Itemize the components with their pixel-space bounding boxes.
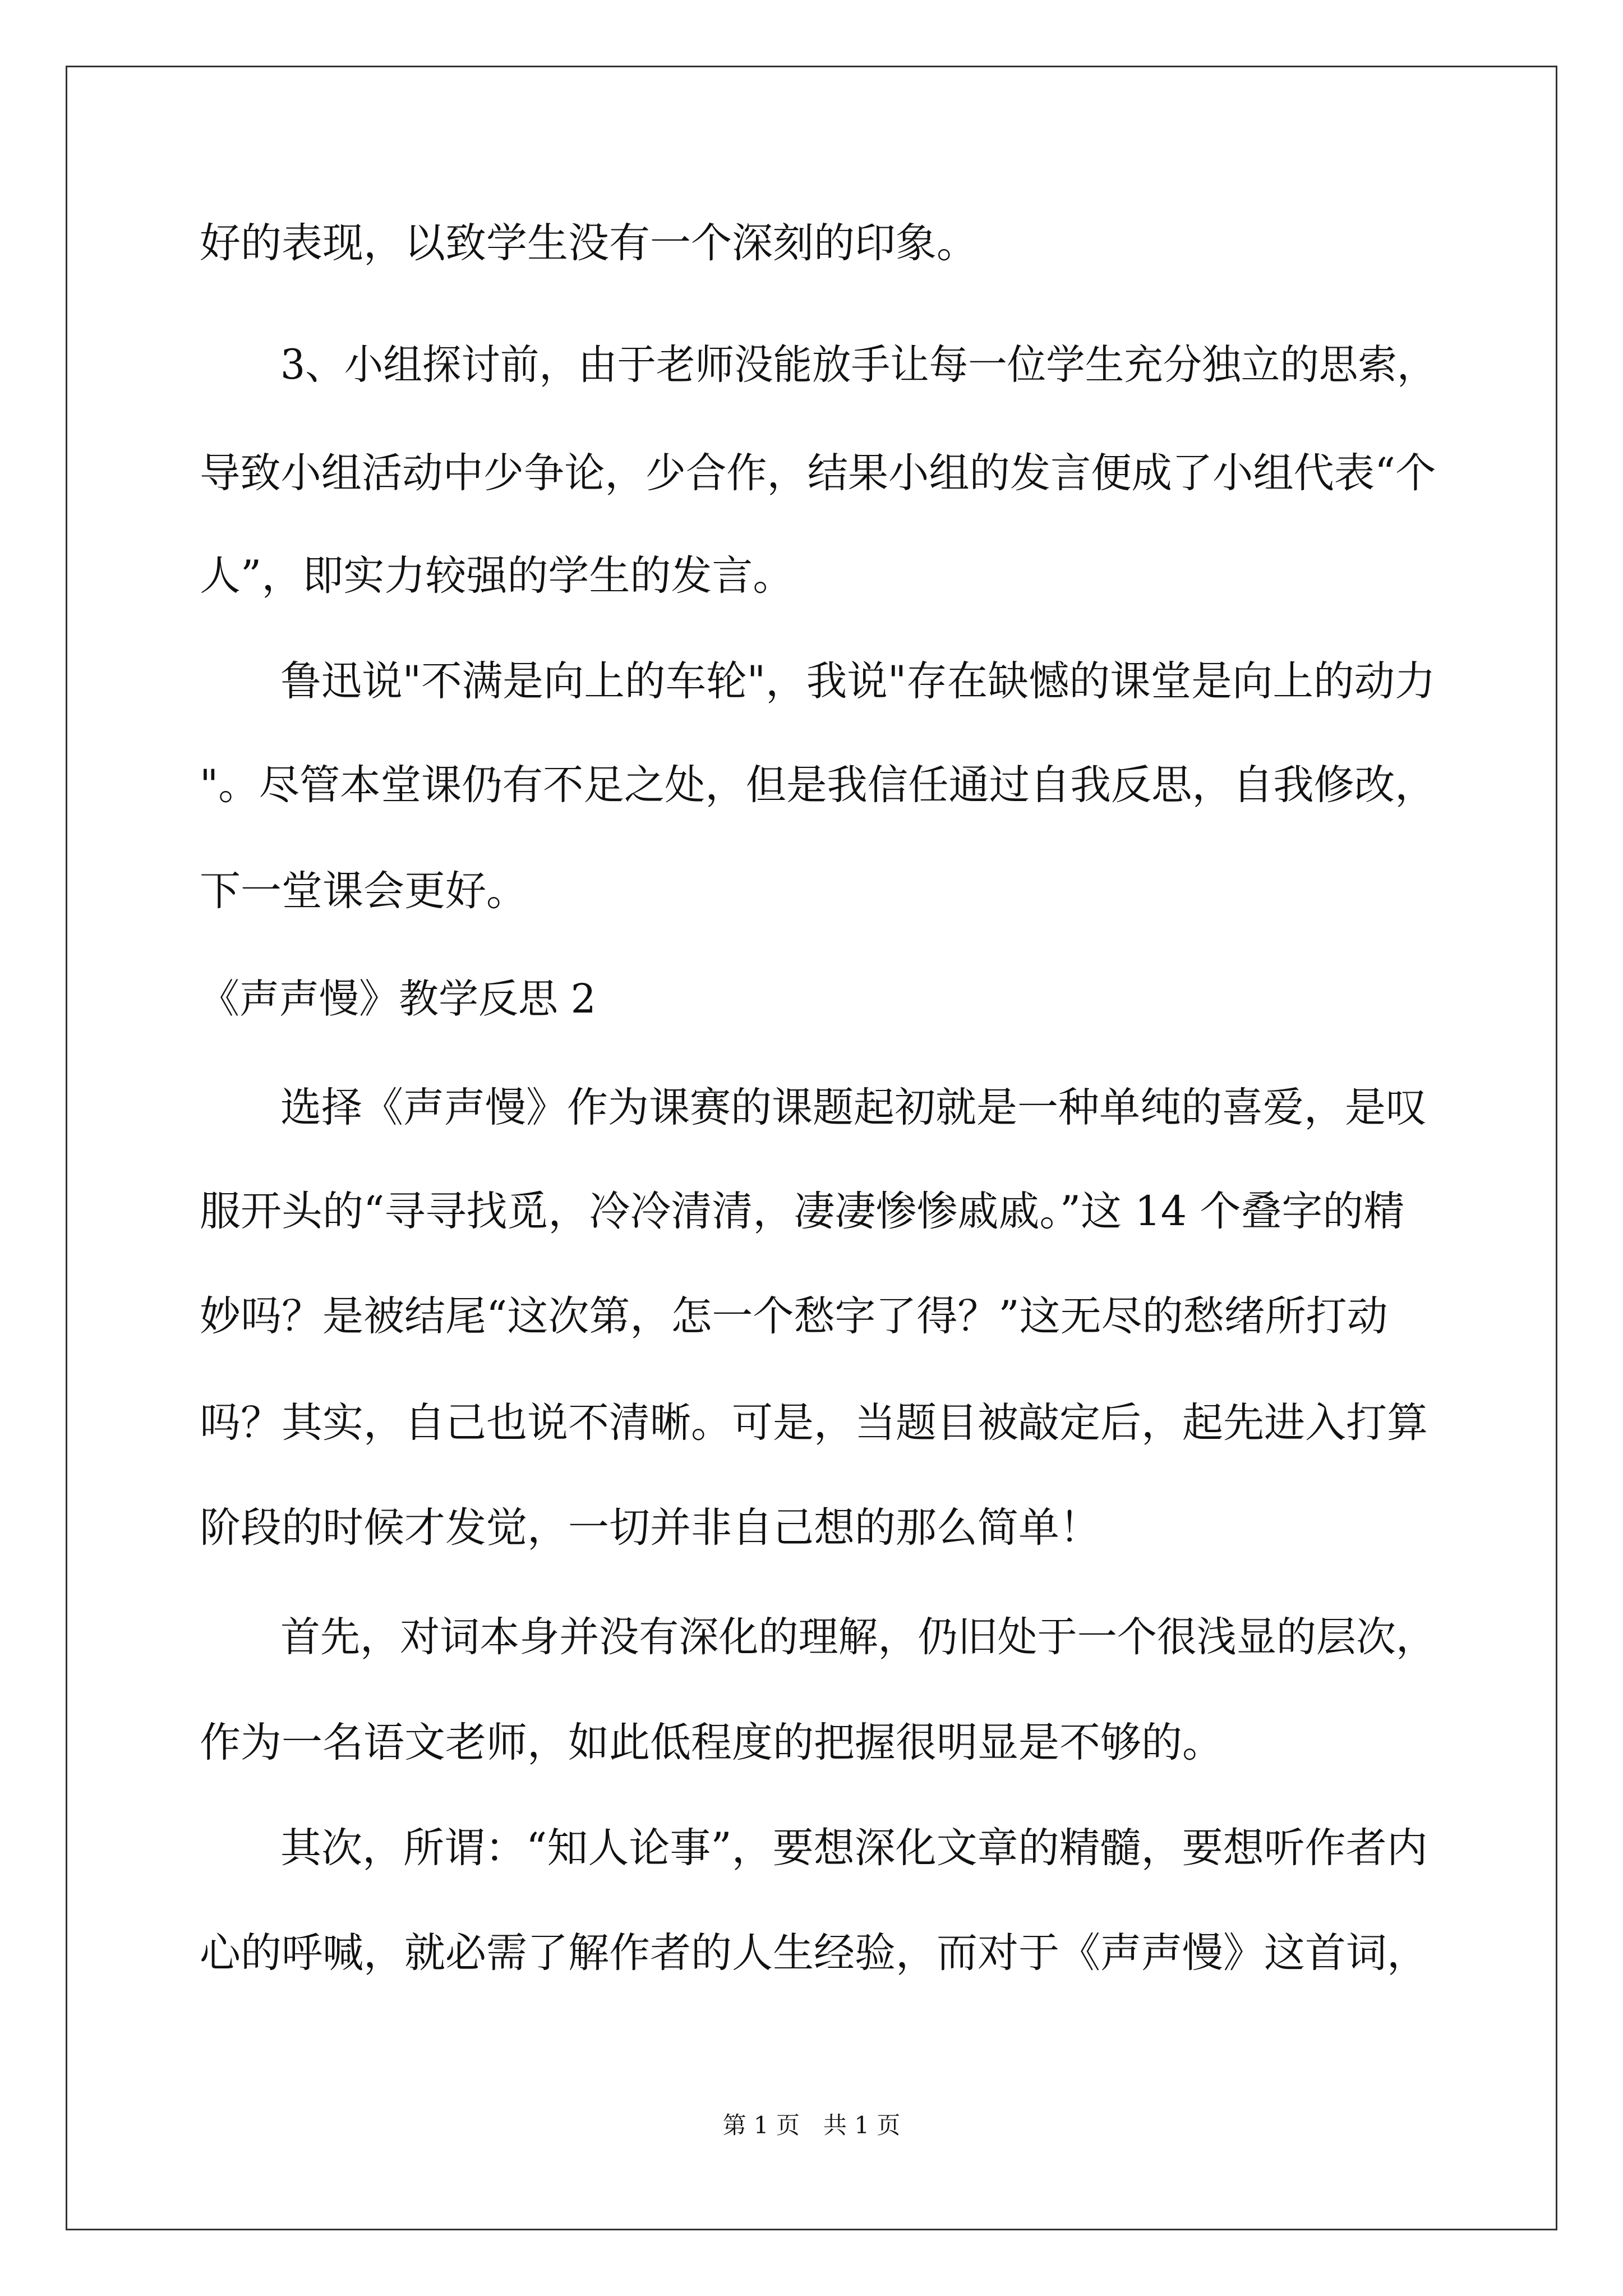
paragraph-line: 心的呼喊，就必需了解作者的人生经验，而对于《声声慢》这首词， <box>200 1929 1428 1977</box>
paragraph-line: 阶段的时候才发觉，一切并非自己想的那么简单！ <box>200 1504 1100 1552</box>
page-border <box>66 66 1557 2230</box>
page-number-footer: 第 1 页 共 1 页 <box>722 2111 901 2139</box>
paragraph-line: 人”，即实力较强的学生的发言。 <box>200 552 794 600</box>
paragraph-line: 其次，所谓：“知人论事”，要想深化文章的精髓，要想听作者内 <box>280 1824 1428 1872</box>
paragraph-line: 首先，对词本身并没有深化的理解，仍旧处于一个很浅显的层次， <box>280 1613 1436 1661</box>
paragraph-line: 妙吗？是被结尾“这次第，怎一个愁字了得？”这无尽的愁绪所打动 <box>200 1292 1388 1340</box>
paragraph-line: 选择《声声慢》作为课赛的课题起初就是一种单纯的喜爱，是叹 <box>280 1084 1427 1131</box>
paragraph-line: 鲁迅说"不满是向上的车轮"，我说"存在缺憾的课堂是向上的动力 <box>280 657 1436 705</box>
paragraph-line: 下一堂课会更好。 <box>200 867 527 915</box>
paragraph-line: 好的表现，以致学生没有一个深刻的印象。 <box>200 219 978 267</box>
section-heading: 《声声慢》教学反思 2 <box>200 976 596 1022</box>
paragraph-line: 导致小组活动中少争论，少合作，结果小组的发言便成了小组代表“个 <box>200 449 1436 497</box>
paragraph-line: "。尽管本堂课仍有不足之处，但是我信任通过自我反思，自我修改， <box>200 761 1436 809</box>
paragraph-line: 作为一名语文老师，如此低程度的把握很明显是不够的。 <box>200 1719 1223 1766</box>
paragraph-line: 服开头的“寻寻找觅，冷冷清清，凄凄惨惨戚戚。”这 14 个叠字的精 <box>200 1188 1405 1235</box>
paragraph-line: 吗？其实，自己也说不清晰。可是，当题目被敲定后，起先进入打算 <box>200 1399 1428 1447</box>
paragraph-line: 3、小组探讨前，由于老师没能放手让每一位学生充分独立的思索， <box>280 341 1436 389</box>
